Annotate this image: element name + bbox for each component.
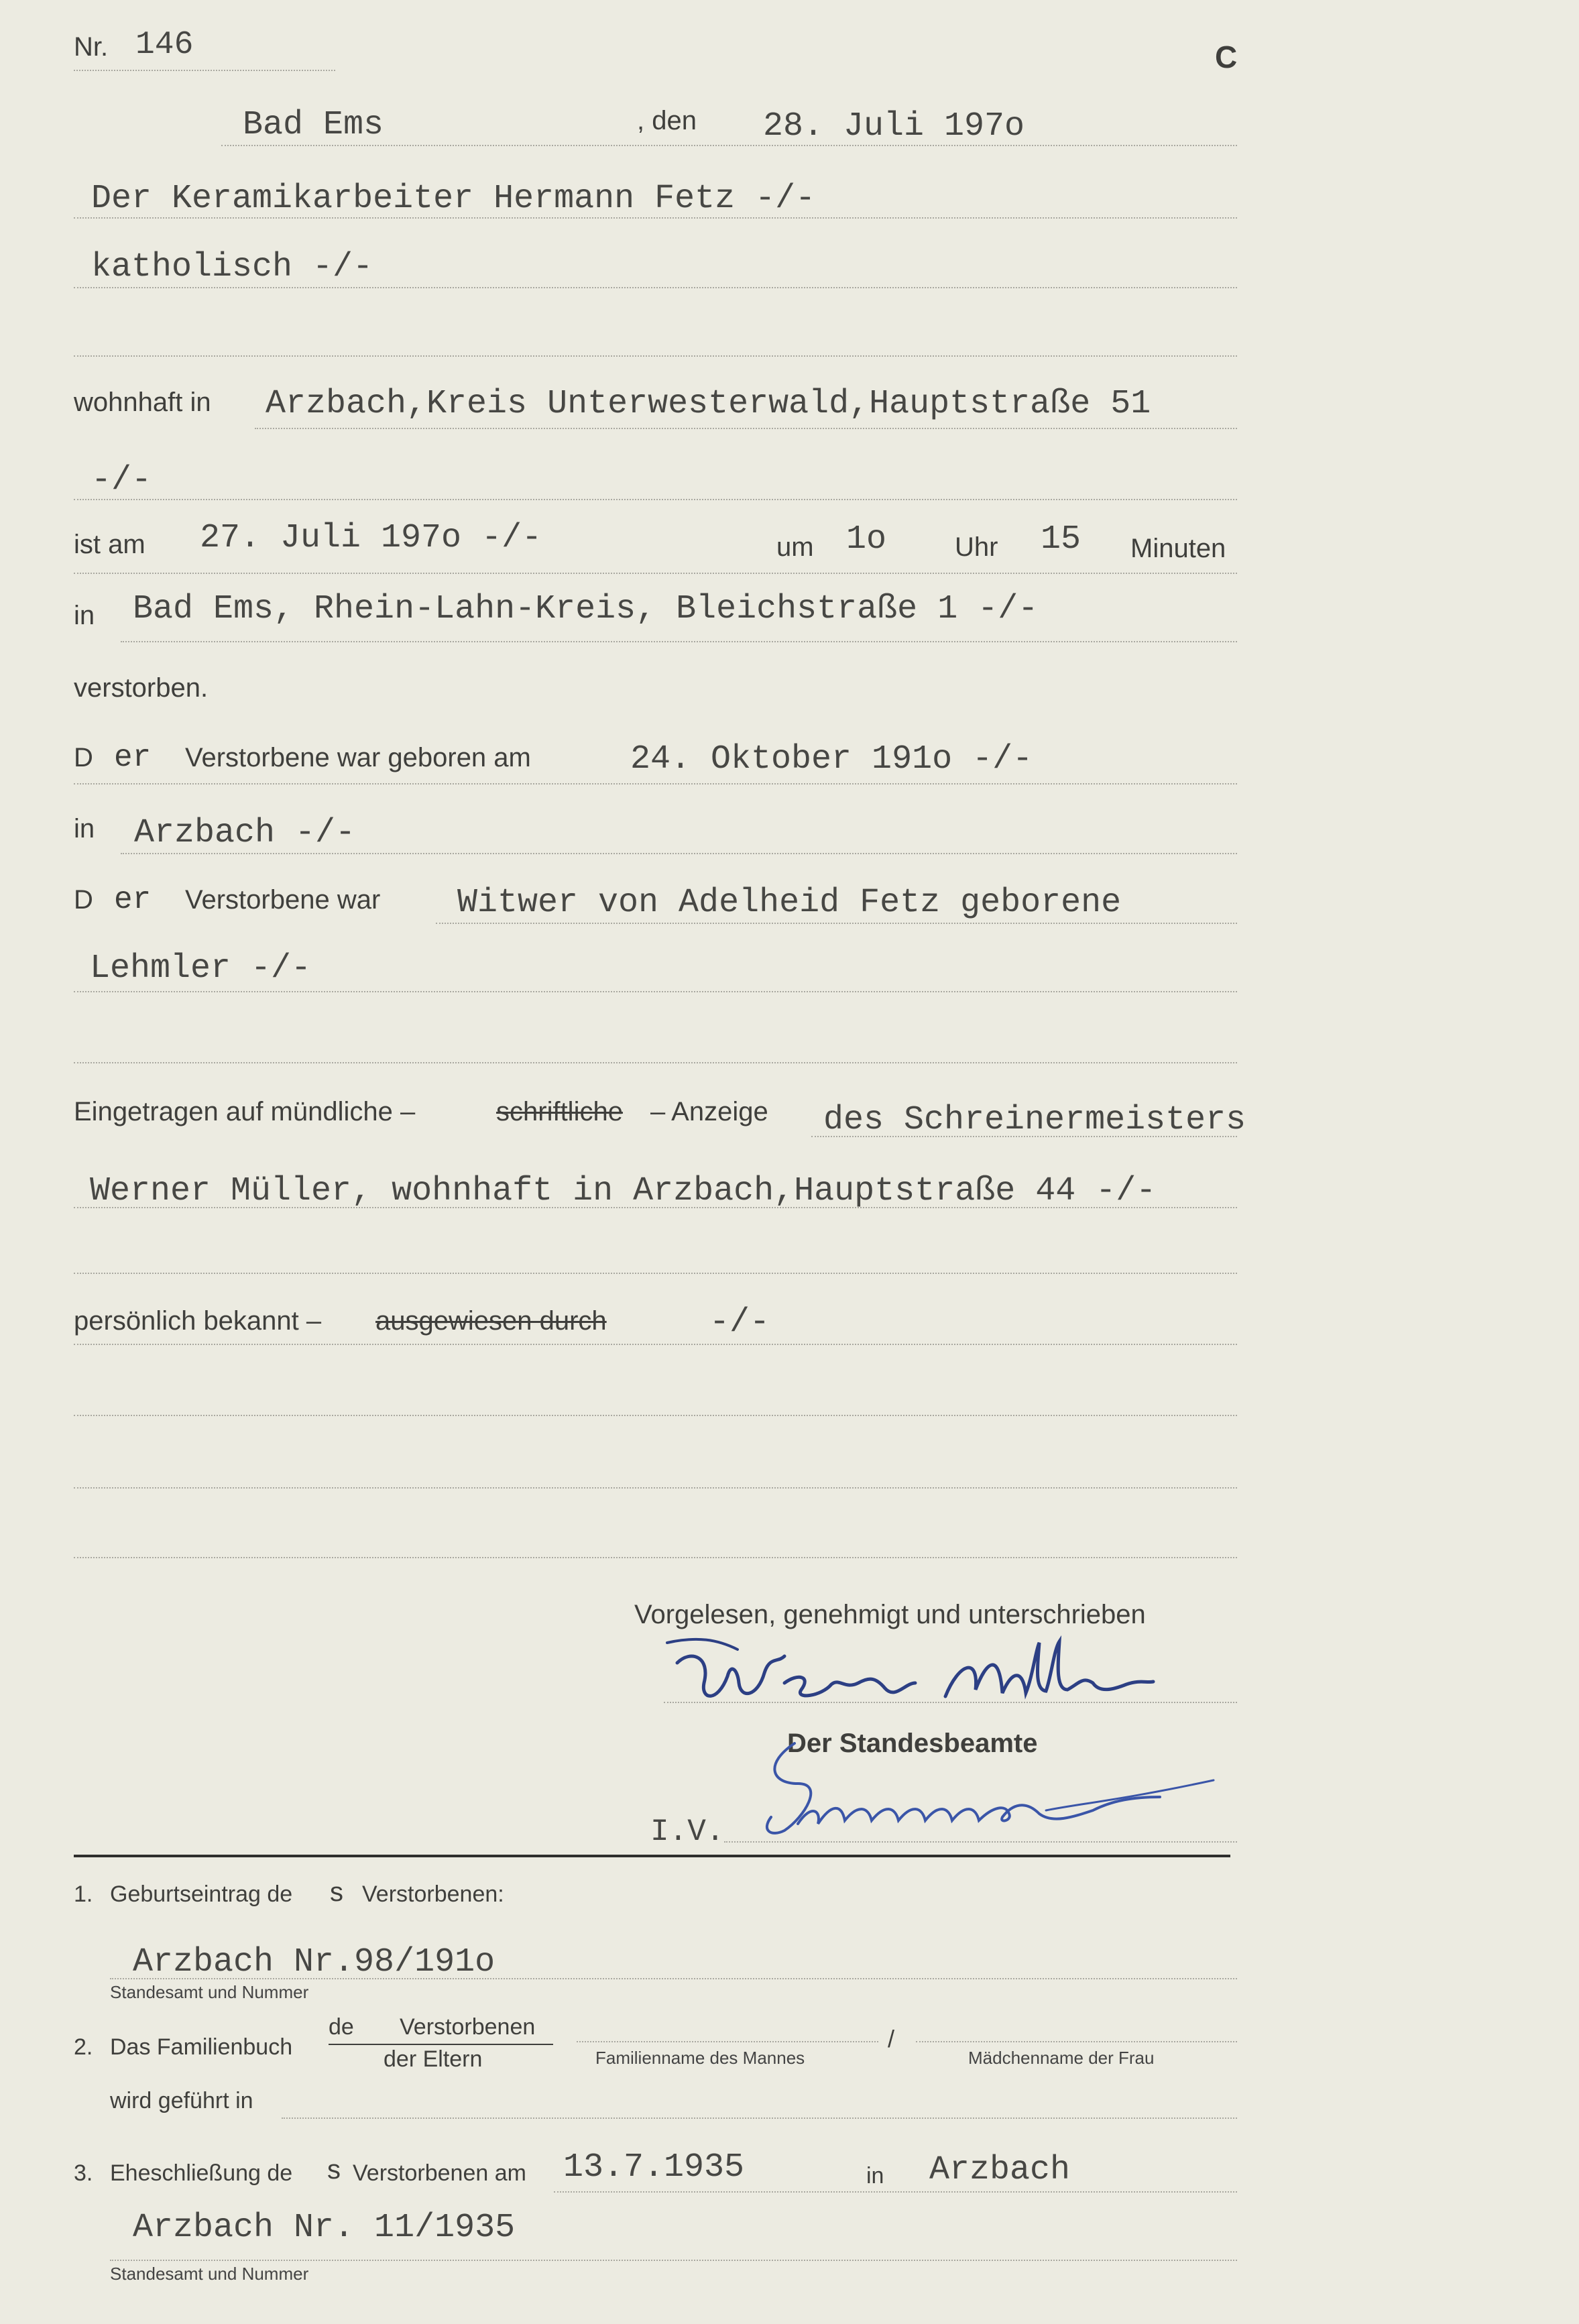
report-label-struck: schriftliche xyxy=(496,1097,623,1126)
identity-label: persönlich bekannt – xyxy=(74,1306,322,1336)
identity-line-2 xyxy=(74,1415,1237,1416)
death-place-value: Bad Ems, Rhein-Lahn-Kreis, Bleichstraße 1 -/- xyxy=(133,590,1039,628)
footnote-1-sublabel: Standesamt und Nummer xyxy=(110,1982,309,2002)
footnote-3-in-label: in xyxy=(866,2163,884,2189)
birth-date-value: 24. Oktober 191o -/- xyxy=(630,740,1033,778)
marital-line-1: Witwer von Adelheid Fetz geborene xyxy=(457,884,1122,922)
informant-signature xyxy=(664,1636,1173,1723)
residence-line xyxy=(255,428,1237,429)
residence-line-2 xyxy=(74,499,1237,500)
official-signature xyxy=(758,1737,1220,1844)
marital-line-1-dots xyxy=(436,923,1237,924)
birth-label-d: D xyxy=(74,743,93,772)
footnote-2-frac-bottom: der Eltern xyxy=(384,2046,483,2072)
death-date-line xyxy=(74,573,1237,574)
footnote-1-label-end: Verstorbenen: xyxy=(362,1881,504,1907)
residence-label: wohnhaft in xyxy=(74,388,211,417)
identity-line-1 xyxy=(74,1344,1237,1345)
person-line-1 xyxy=(74,217,1237,219)
birth-label-rest: Verstorbene war geboren am xyxy=(185,743,531,772)
report-line-1-dots xyxy=(811,1136,1237,1137)
footnote-2-wird: wird geführt in xyxy=(110,2088,253,2113)
section-separator xyxy=(74,1855,1230,1857)
death-minutes: 15 xyxy=(1041,520,1081,559)
footnote-3-line-1 xyxy=(554,2191,1237,2193)
den-label: , den xyxy=(637,106,697,135)
birth-date-line xyxy=(74,783,1237,785)
footnote-2-line xyxy=(282,2117,1237,2119)
marital-label-d: D xyxy=(74,885,93,915)
footnote-2-fraction-bar xyxy=(329,2044,553,2045)
footnote-3-sublabel: Standesamt und Nummer xyxy=(110,2264,309,2284)
footnote-1-label: Geburtseintrag de xyxy=(110,1881,293,1907)
person-name-line: Der Keramikarbeiter Hermann Fetz -/- xyxy=(91,180,816,218)
footnote-2-wife-line xyxy=(916,2041,1237,2042)
footnote-1-suffix: s xyxy=(330,1877,343,1907)
footnote-3-label: Eheschließung de xyxy=(110,2160,293,2186)
footnote-3-place: Arzbach xyxy=(929,2151,1071,2189)
person-line-2 xyxy=(74,287,1237,288)
identity-line-4 xyxy=(74,1557,1237,1558)
official-signature-line xyxy=(724,1841,1237,1843)
nr-value: 146 xyxy=(135,27,194,63)
nr-label: Nr. xyxy=(74,32,109,62)
report-label-eingetragen: Eingetragen auf mündliche – xyxy=(74,1097,416,1126)
marital-line-2: Lehmler -/- xyxy=(90,949,312,988)
footnote-3-date: 13.7.1935 xyxy=(563,2148,745,2187)
verstorben-label: verstorben. xyxy=(74,673,209,703)
informant-signature-line xyxy=(664,1702,1237,1703)
report-line-2-dots xyxy=(74,1207,1237,1208)
minuten-label: Minuten xyxy=(1130,534,1226,563)
birth-place-value: Arzbach -/- xyxy=(134,814,356,852)
birth-place-line xyxy=(121,853,1237,854)
corner-letter: C xyxy=(1215,40,1238,74)
death-date-label: ist am xyxy=(74,530,145,559)
place-value: Bad Ems xyxy=(243,106,384,144)
death-date-value: 27. Juli 197o -/- xyxy=(200,519,542,557)
vorgelesen-text: Vorgelesen, genehmigt und unterschrieben xyxy=(634,1600,1146,1629)
residence-continuation: -/- xyxy=(91,461,152,500)
footnote-1-value: Arzbach Nr.98/191o xyxy=(133,1943,495,1981)
footnote-2-familienname: Familienname des Mannes xyxy=(595,2048,805,2068)
person-line-3 xyxy=(74,355,1237,357)
residence-address: Arzbach,Kreis Unterwesterwald,Hauptstraße 51 xyxy=(266,385,1151,423)
report-line-1: des Schreinermeisters xyxy=(823,1101,1246,1139)
death-place-label: in xyxy=(74,601,95,630)
birth-label-er: er xyxy=(114,740,152,775)
marital-label-rest: Verstorbene war xyxy=(185,885,381,915)
footnote-2-frac-top: Verstorbenen xyxy=(400,2014,536,2040)
place-date-line xyxy=(221,145,1237,146)
report-label-anzeige: – Anzeige xyxy=(650,1097,768,1126)
nr-dotted-line xyxy=(74,70,335,71)
date-value: 28. Juli 197o xyxy=(763,107,1025,146)
footnote-3-register: Arzbach Nr. 11/1935 xyxy=(133,2209,516,2247)
marital-line-3-dots xyxy=(74,1062,1237,1063)
identity-line-3 xyxy=(74,1487,1237,1489)
death-hour: 1o xyxy=(846,520,887,559)
identity-value: -/- xyxy=(709,1303,770,1342)
marital-line-2-dots xyxy=(74,991,1237,992)
footnote-3-suffix: s xyxy=(327,2155,341,2185)
death-place-line xyxy=(121,641,1237,642)
footnote-2-husband-line xyxy=(577,2041,878,2042)
footnote-2-slash: / xyxy=(888,2025,895,2052)
religion-value: katholisch -/- xyxy=(91,248,373,286)
report-line-3-dots xyxy=(74,1273,1237,1274)
footnote-2-number: 2. xyxy=(74,2034,93,2060)
uhr-label: Uhr xyxy=(955,532,998,562)
footnote-3-label-end: Verstorbenen am xyxy=(353,2160,526,2186)
um-label: um xyxy=(776,532,814,562)
marital-label-er: er xyxy=(114,882,152,917)
footnote-2-maedchenname: Mädchenname der Frau xyxy=(968,2048,1155,2068)
footnote-3-line-2 xyxy=(110,2260,1237,2261)
birth-place-label: in xyxy=(74,814,95,844)
footnote-2-label: Das Familienbuch xyxy=(110,2034,293,2060)
report-line-2: Werner Müller, wohnhaft in Arzbach,Hauptstraße 44 -/- xyxy=(90,1172,1157,1210)
standesbeamte-label: Der Standesbeamte xyxy=(787,1729,1038,1758)
footnote-3-number: 3. xyxy=(74,2160,93,2186)
footnote-1-line xyxy=(110,1978,1237,1979)
iv-label: I.V. xyxy=(650,1814,725,1849)
identity-label-struck: ausgewiesen durch xyxy=(375,1306,607,1336)
footnote-1-number: 1. xyxy=(74,1881,93,1907)
footnote-2-frac-top-de: de xyxy=(329,2014,354,2040)
